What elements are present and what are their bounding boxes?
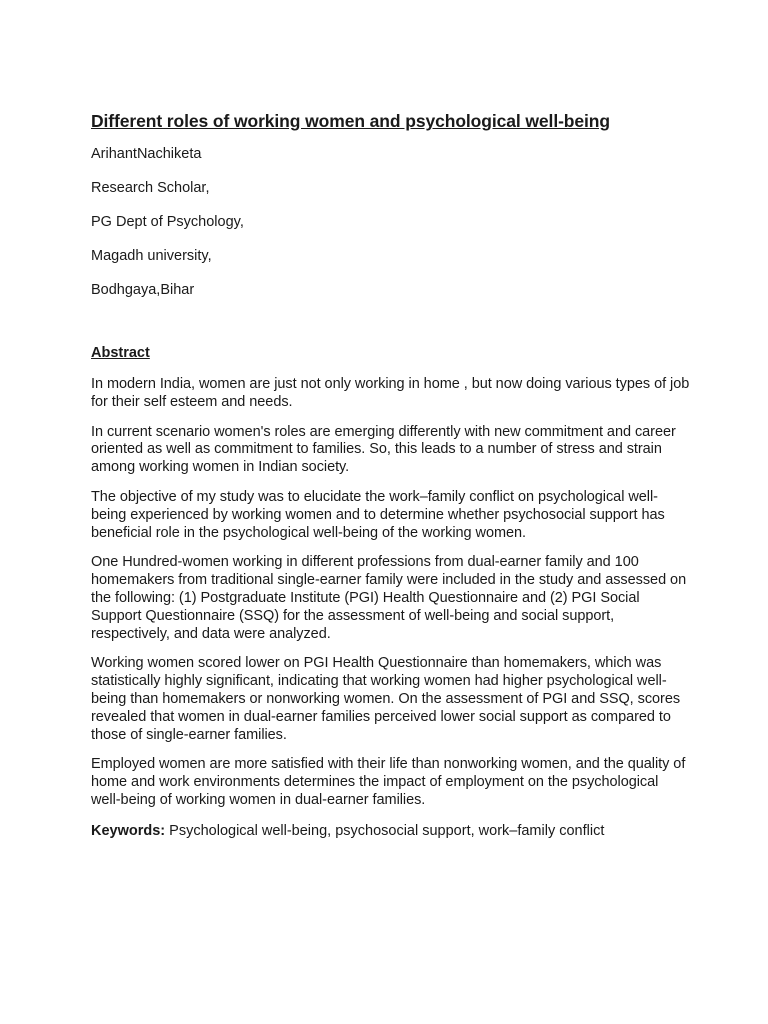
keywords (91, 822, 691, 840)
keywords-label: Keywords: (91, 822, 166, 839)
author-affiliation-line: Research Scholar, (91, 180, 210, 196)
abstract-paragraph: In modern India, women are just not only working in home , but now doing various types of job for their self esteem and needs. (91, 376, 690, 410)
author-name: ArihantNachiketa (91, 146, 202, 162)
document-title: Different roles of working women and psychological well-being (91, 111, 610, 131)
abstract-paragraph: Employed women are more satisfied with their life than nonworking women, and the quality of home and work environments determines the impact of employment on the psychological well-being of working women in dual-earner families. (91, 756, 686, 808)
abstract-heading: Abstract (91, 345, 150, 361)
document-page (91, 110, 691, 840)
abstract-paragraph: One Hundred-women working in different professions from dual-earner family and 100 homemakers from traditional single-earner family were included in the study and assessed on the following: (1) Postgraduate Institute (PGI) Health Questionnaire and (2) PGI Social Support Questionnaire (SSQ) for the assessment of well-being and social support, respectively, and data were analyzed. (91, 554, 687, 642)
author-affiliation-line: Bodhgaya,Bihar (91, 282, 195, 298)
abstract-paragraph: The objective of my study was to elucidate the work–family conflict on psychological well-being experienced by working women and to determine whether psychosocial support has beneficial role in the psychological well-being of the working women. (91, 488, 665, 541)
keywords-text: Psychological well-being, psychosocial support, work–family conflict (165, 822, 605, 839)
author-affiliation-line: PG Dept of Psychology, (91, 214, 244, 230)
author-affiliation-line: Magadh university, (91, 248, 212, 264)
abstract-paragraph: In current scenario women's roles are emerging differently with new commitment and career oriented as well as commitment to families. So, this leads to a number of stress and strain among working women in Indian society. (91, 423, 676, 476)
abstract-paragraph: Working women scored lower on PGI Health Questionnaire than homemakers, which was statistically highly significant, indicating that working women had higher psychological well-being than homemakers or nonworking women. On the assessment of PGI and SSQ, scores revealed that women in dual-earner families perceived lower social support as compared to those of single-earner families. (91, 655, 681, 743)
